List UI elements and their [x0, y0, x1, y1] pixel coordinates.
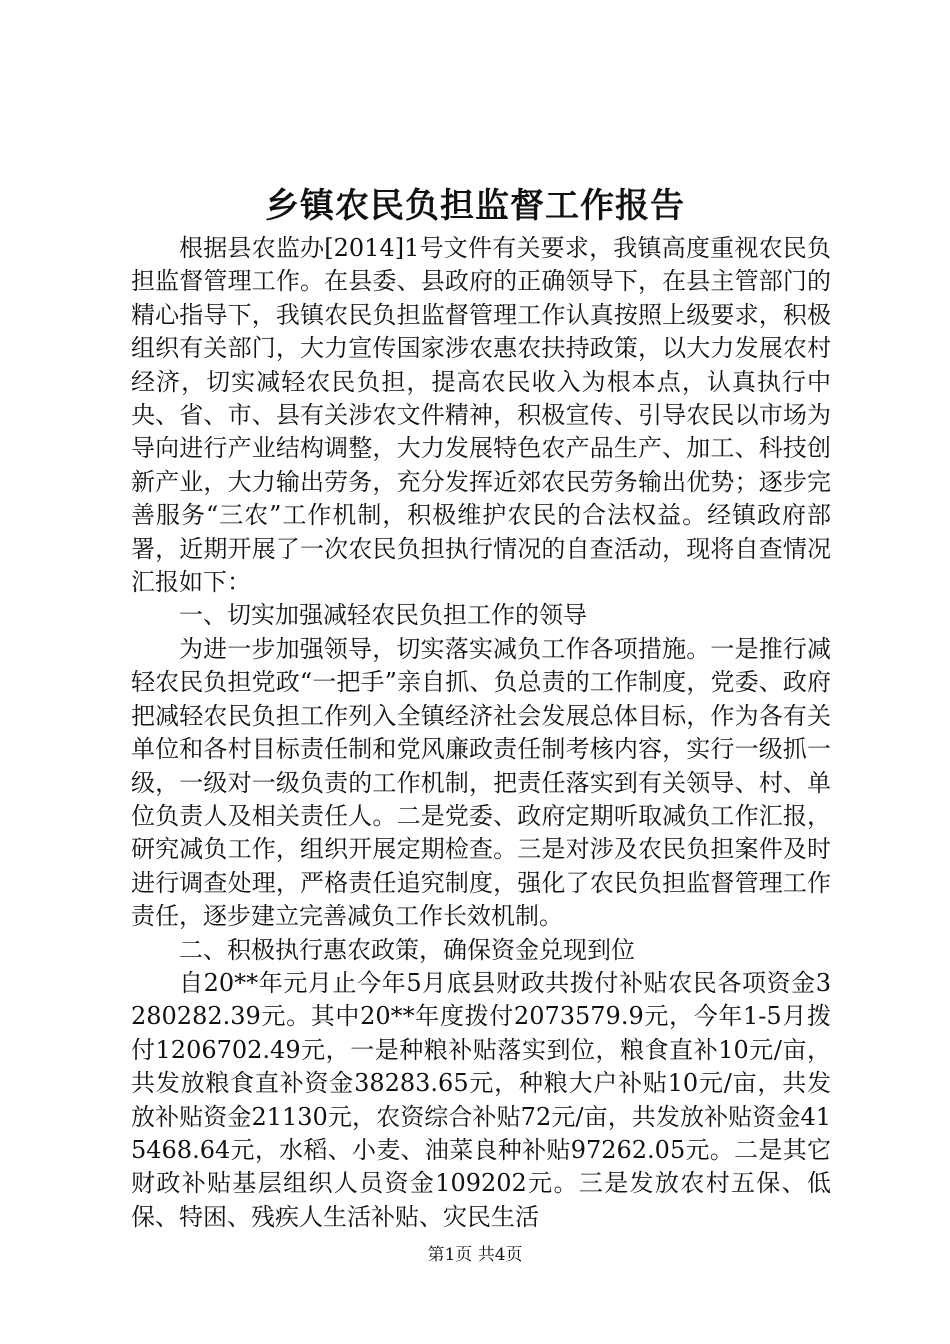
page-number-footer: 第1页 共4页 — [427, 1245, 523, 1265]
document-body — [131, 232, 831, 1234]
document-title: 乡镇农民负担监督工作报告 — [265, 186, 685, 226]
intro-paragraph: 根据县农监办[2014]1号文件有关要求，我镇高度重视农民负担监督管理工作。在县委、县政府的正确领导下，在县主管部门的精心指导下，我镇农民负担监督管理工作认真按照上级要求，积极组织有关部门，大力宣传国家涉农惠农扶持政策，以大力发展农村经济，切实减轻农民负担，提高农民收入为根本点，认真执行中央、省、市、县有关涉农文件精神，积极宣传、引导农民以市场为导向进行产业结构调整，大力发展特色农产品生产、加工、科技创新产业，大力输出劳务，充分发挥近郊农民劳务输出优势；逐步完善服务“三农”工作机制，积极维护农民的合法权益。经镇政府部署，近期开展了一次农民负担执行情况的自查活动，现将自查情况汇报如下： — [131, 234, 831, 597]
section-1-paragraph: 为进一步加强领导，切实落实减负工作各项措施。一是推行减轻农民负担党政“一把手”亲自抓、负总责的工作制度，党委、政府把减轻农民负担工作列入全镇经济社会发展总体目标，作为各有关单位和各村目标责任制和党风廉政责任制考核内容，实行一级抓一级，一级对一级负责的工作机制，把责任落实到有关领导、村、单位负责人及相关责任人。二是党委、政府定期听取减负工作汇报，研究减负工作，组织开展定期检查。三是对涉及农民负担案件及时进行调查处理，严格责任追究制度，强化了农民负担监督管理工作责任，逐步建立完善减负工作长效机制。 — [131, 634, 831, 931]
section-2-paragraph: 自20**年元月止今年5月底县财政共拨付补贴农民各项资金3280282.39元。其中20**年度拨付2073579.9元，今年1-5月拨付1206702.49元，一是种粮补贴落实到位，粮食直补10元/亩，共发放粮食直补资金38283.65元，种粮大户补贴10元/亩，共发放补贴资金21130元，农资综合补贴72元/亩，共发放补贴资金415468.64元，水稻、小麦、油菜良种补贴97262.05元。二是其它财政补贴基层组织人员资金109202元。三是发放农村五保、低保、特困、残疾人生活补贴、灾民生活 — [131, 968, 831, 1231]
section-heading-2: 二、积极执行惠农政策，确保资金兑现到位 — [179, 935, 635, 964]
section-heading-1: 一、切实加强减轻农民负担工作的领导 — [179, 601, 587, 630]
